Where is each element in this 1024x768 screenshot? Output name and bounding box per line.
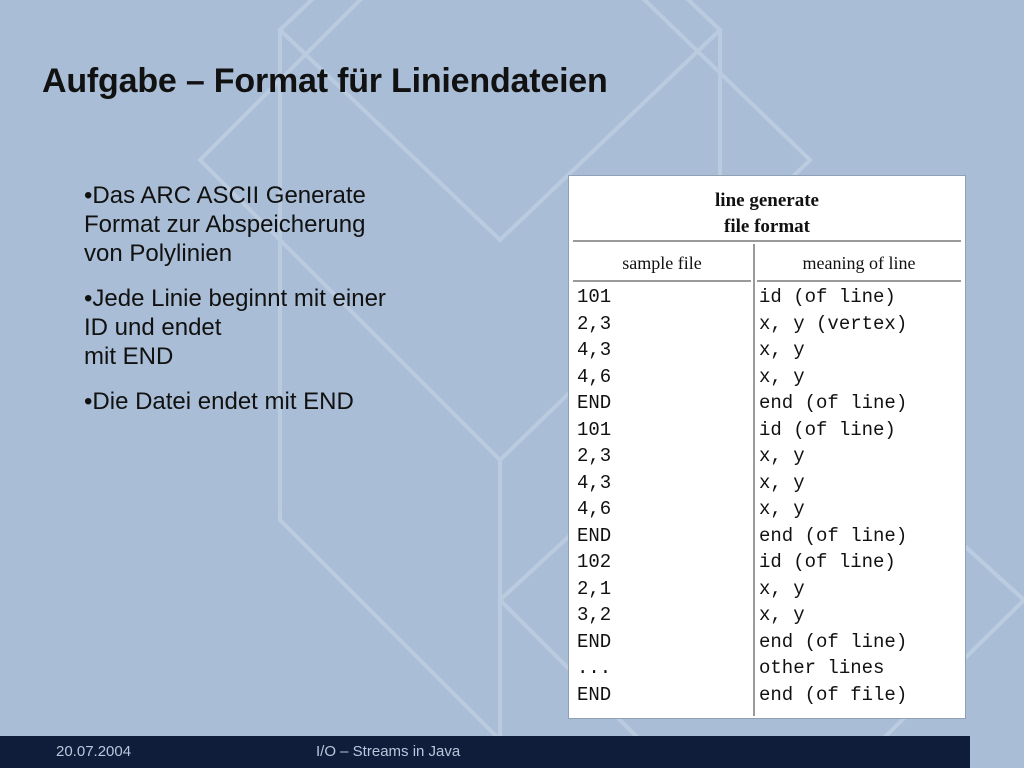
meaning-cell: id (of line)	[759, 286, 896, 308]
sample-cell: END	[577, 683, 612, 706]
meaning-cell: other lines	[759, 657, 885, 679]
figure-title	[573, 180, 961, 242]
footer-topic: I/O – Streams in Java	[316, 743, 461, 760]
table-row	[573, 311, 963, 338]
meaning-cell: end (of file)	[759, 683, 908, 706]
sample-cell: ...	[577, 657, 612, 679]
table-row	[573, 417, 963, 444]
table-row	[573, 576, 963, 603]
meaning-cell: end (of line)	[759, 630, 908, 653]
column-header-meaning: meaning of line	[757, 246, 961, 282]
table-row	[573, 496, 963, 523]
table-row	[573, 390, 963, 417]
table-row	[573, 549, 963, 576]
meaning-cell: x, y	[759, 471, 805, 494]
footer-date: 20.07.2004	[56, 743, 132, 760]
sample-cell: 4,6	[577, 498, 612, 520]
sample-cell: 102	[577, 551, 612, 573]
meaning-cell: x, y	[759, 577, 805, 600]
slide-title: Aufgabe – Format für Liniendateien	[42, 62, 608, 100]
sample-cell: 4,3	[577, 339, 612, 361]
sample-cell: 3,2	[577, 604, 612, 626]
sample-cell: END	[577, 392, 612, 414]
sample-cell: 2,1	[577, 577, 612, 600]
sample-cell: 101	[577, 286, 612, 308]
sample-cell: 4,6	[577, 365, 612, 388]
table-row	[573, 470, 963, 497]
bullet-list	[84, 181, 484, 432]
meaning-cell: x, y (vertex)	[759, 312, 908, 335]
table-row	[573, 523, 963, 550]
meaning-cell: end (of line)	[759, 392, 908, 414]
bullet-item: •Das ARC ASCII Generate Format zur Abspeicherung von Polylinien	[84, 182, 366, 267]
table-row	[573, 629, 963, 656]
figure-title-line: file format	[724, 216, 810, 237]
table-row	[573, 655, 963, 682]
table-row	[573, 364, 963, 391]
meaning-cell: x, y	[759, 604, 805, 626]
sample-cell: END	[577, 630, 612, 653]
table-row	[573, 443, 963, 470]
sample-cell: 2,3	[577, 312, 612, 335]
sample-cell: END	[577, 524, 612, 547]
meaning-cell: x, y	[759, 445, 805, 467]
meaning-cell: id (of line)	[759, 551, 896, 573]
column-header-sample-file: sample file	[573, 246, 751, 282]
bullet-item: •Die Datei endet mit END	[84, 388, 354, 415]
sample-cell: 101	[577, 418, 612, 441]
table-row	[573, 337, 963, 364]
figure-title-line: line generate	[715, 190, 819, 211]
meaning-cell: id (of line)	[759, 418, 896, 441]
footer-bar	[0, 736, 970, 768]
sample-cell: 4,3	[577, 471, 612, 494]
table-row	[573, 284, 963, 311]
meaning-cell: x, y	[759, 339, 805, 361]
format-rows	[573, 284, 963, 708]
meaning-cell: x, y	[759, 365, 805, 388]
sample-cell: 2,3	[577, 445, 612, 467]
file-format-figure	[568, 175, 966, 719]
meaning-cell: end (of line)	[759, 524, 908, 547]
meaning-cell: x, y	[759, 498, 805, 520]
table-row	[573, 682, 963, 709]
bullet-item: •Jede Linie beginnt mit einer ID und endet mit END	[84, 285, 386, 370]
table-row	[573, 602, 963, 629]
